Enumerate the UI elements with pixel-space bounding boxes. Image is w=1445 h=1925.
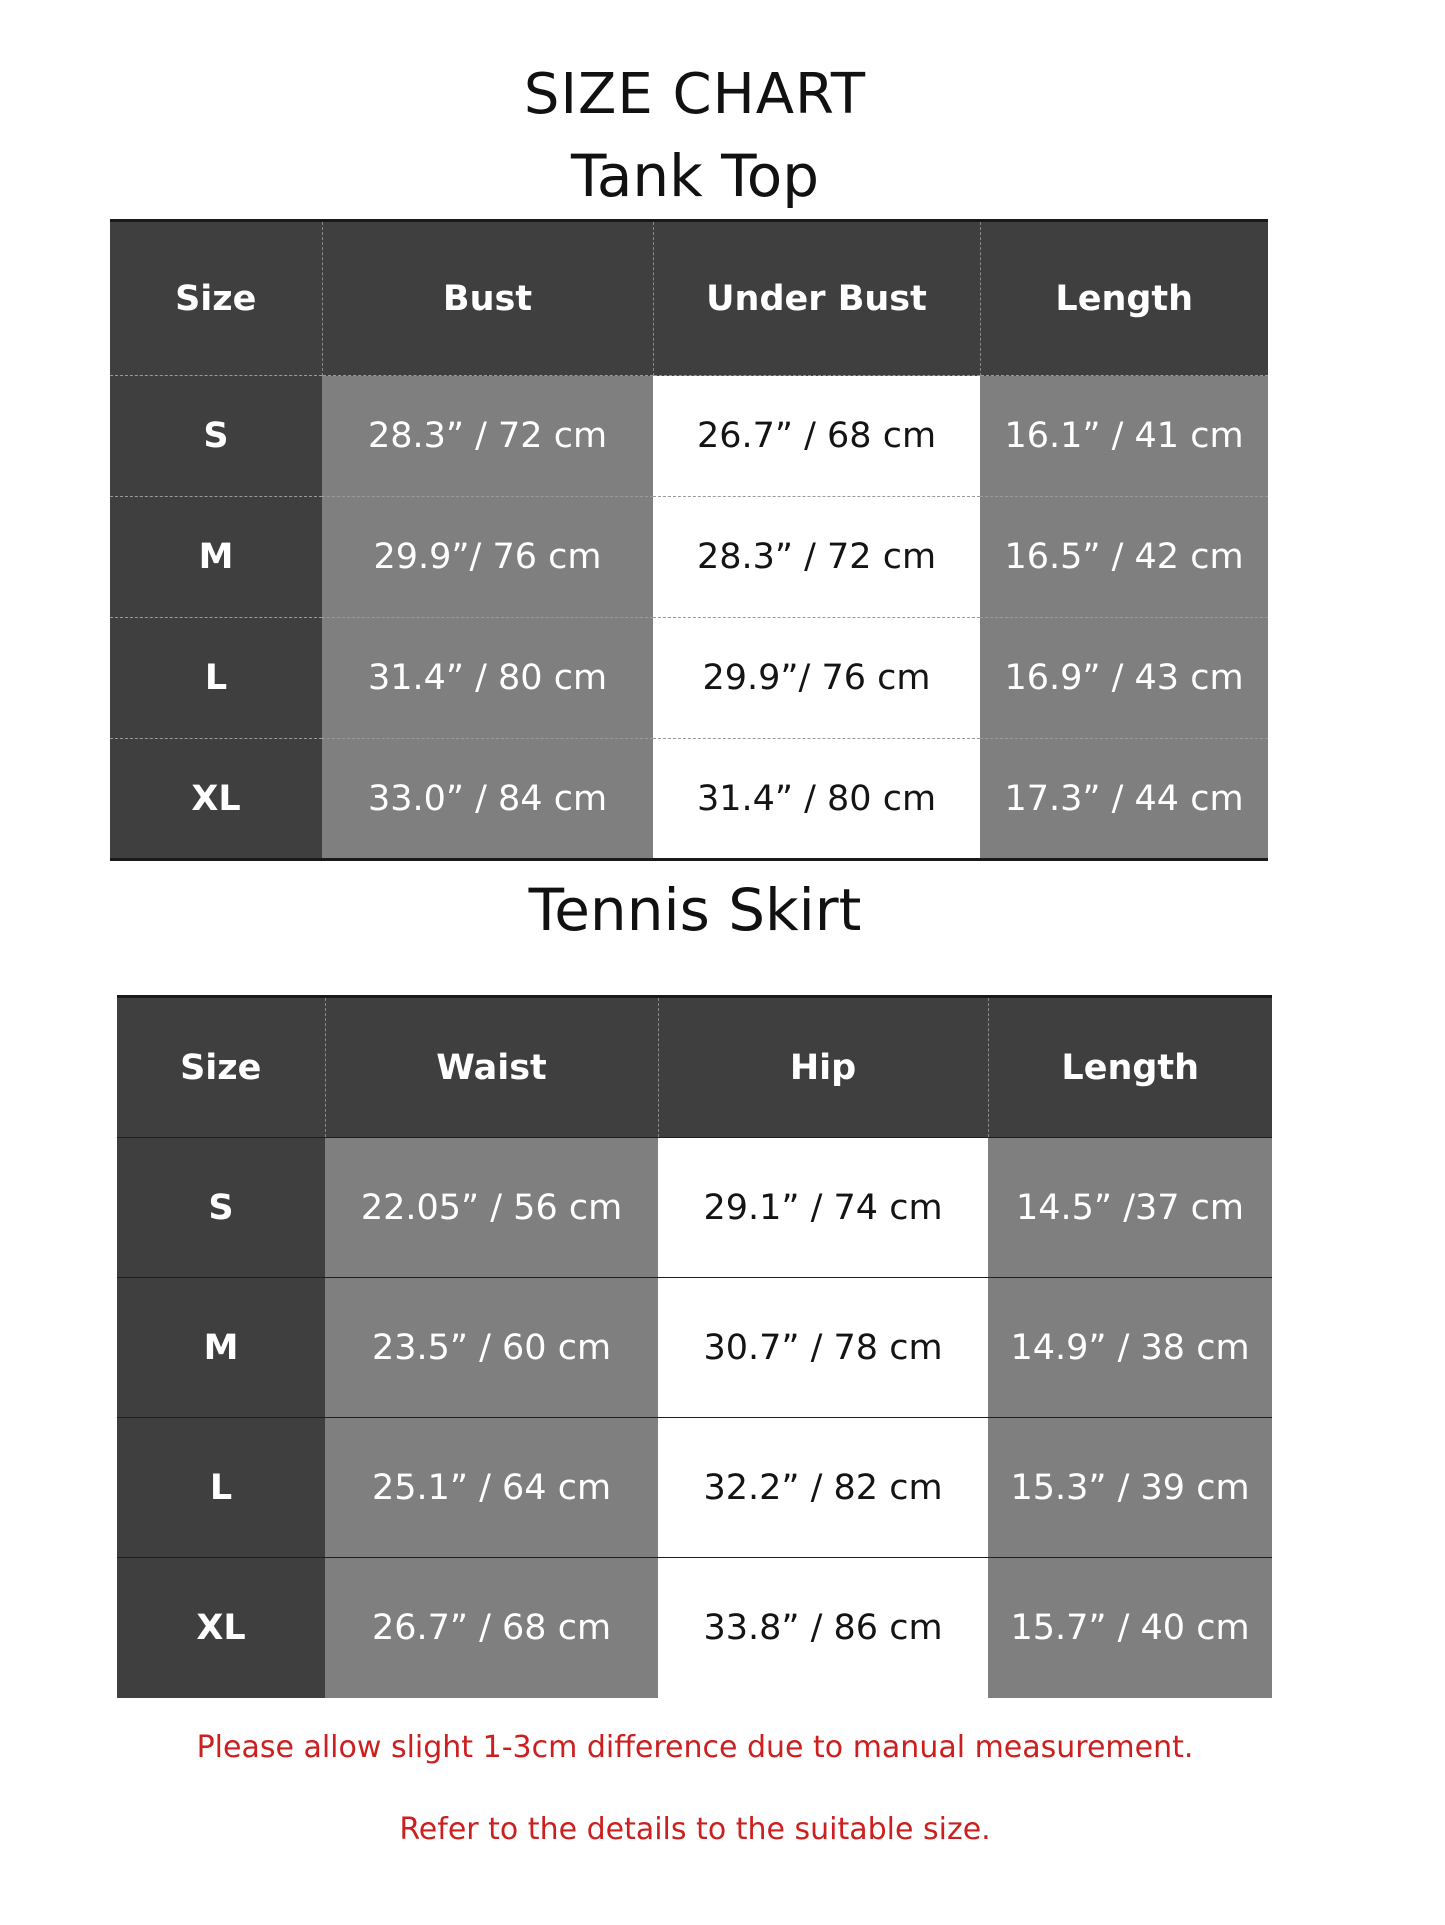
size-guidance-note: Refer to the details to the suitable size. bbox=[399, 1812, 991, 1847]
table-header-row bbox=[117, 997, 1272, 1138]
size-label: L bbox=[110, 618, 322, 739]
tennis-skirt-title: Tennis Skirt bbox=[528, 876, 862, 944]
length-value: 17.3” / 44 cm bbox=[980, 739, 1268, 860]
length-value: 16.1” / 41 cm bbox=[980, 376, 1268, 497]
table-row bbox=[117, 1558, 1272, 1698]
header-under-bust: Under Bust bbox=[653, 221, 980, 376]
length-value: 15.3” / 39 cm bbox=[988, 1418, 1272, 1558]
size-label: XL bbox=[117, 1558, 325, 1698]
under-bust-value: 29.9”/ 76 cm bbox=[653, 618, 980, 739]
waist-value: 25.1” / 64 cm bbox=[325, 1418, 658, 1558]
hip-value: 29.1” / 74 cm bbox=[658, 1138, 988, 1278]
table-row bbox=[110, 497, 1268, 618]
table-row bbox=[110, 739, 1268, 860]
measurement-note: Please allow slight 1-3cm difference due to manual measurement. bbox=[196, 1730, 1194, 1765]
waist-value: 22.05” / 56 cm bbox=[325, 1138, 658, 1278]
size-label: M bbox=[110, 497, 322, 618]
table-header-row bbox=[110, 221, 1268, 376]
page-title: SIZE CHART bbox=[523, 62, 867, 127]
waist-value: 26.7” / 68 cm bbox=[325, 1558, 658, 1698]
tank-top-size-table bbox=[110, 219, 1268, 861]
length-value: 15.7” / 40 cm bbox=[988, 1558, 1272, 1698]
table-row bbox=[117, 1418, 1272, 1558]
header-waist: Waist bbox=[325, 997, 658, 1138]
under-bust-value: 31.4” / 80 cm bbox=[653, 739, 980, 860]
size-label: S bbox=[110, 376, 322, 497]
length-value: 14.9” / 38 cm bbox=[988, 1278, 1272, 1418]
hip-value: 33.8” / 86 cm bbox=[658, 1558, 988, 1698]
size-label: S bbox=[117, 1138, 325, 1278]
tennis-skirt-size-table bbox=[117, 995, 1272, 1698]
waist-value: 23.5” / 60 cm bbox=[325, 1278, 658, 1418]
table-row bbox=[110, 376, 1268, 497]
length-value: 14.5” /37 cm bbox=[988, 1138, 1272, 1278]
bust-value: 31.4” / 80 cm bbox=[322, 618, 653, 739]
bust-value: 33.0” / 84 cm bbox=[322, 739, 653, 860]
bust-value: 28.3” / 72 cm bbox=[322, 376, 653, 497]
header-length: Length bbox=[988, 997, 1272, 1138]
tank-top-title: Tank Top bbox=[570, 142, 820, 210]
hip-value: 30.7” / 78 cm bbox=[658, 1278, 988, 1418]
length-value: 16.5” / 42 cm bbox=[980, 497, 1268, 618]
under-bust-value: 26.7” / 68 cm bbox=[653, 376, 980, 497]
length-value: 16.9” / 43 cm bbox=[980, 618, 1268, 739]
under-bust-value: 28.3” / 72 cm bbox=[653, 497, 980, 618]
hip-value: 32.2” / 82 cm bbox=[658, 1418, 988, 1558]
size-label: XL bbox=[110, 739, 322, 860]
size-label: M bbox=[117, 1278, 325, 1418]
table-row bbox=[117, 1278, 1272, 1418]
table-row bbox=[117, 1138, 1272, 1278]
header-length: Length bbox=[980, 221, 1268, 376]
header-bust: Bust bbox=[322, 221, 653, 376]
bust-value: 29.9”/ 76 cm bbox=[322, 497, 653, 618]
header-size: Size bbox=[117, 997, 325, 1138]
header-hip: Hip bbox=[658, 997, 988, 1138]
header-size: Size bbox=[110, 221, 322, 376]
table-row bbox=[110, 618, 1268, 739]
size-label: L bbox=[117, 1418, 325, 1558]
